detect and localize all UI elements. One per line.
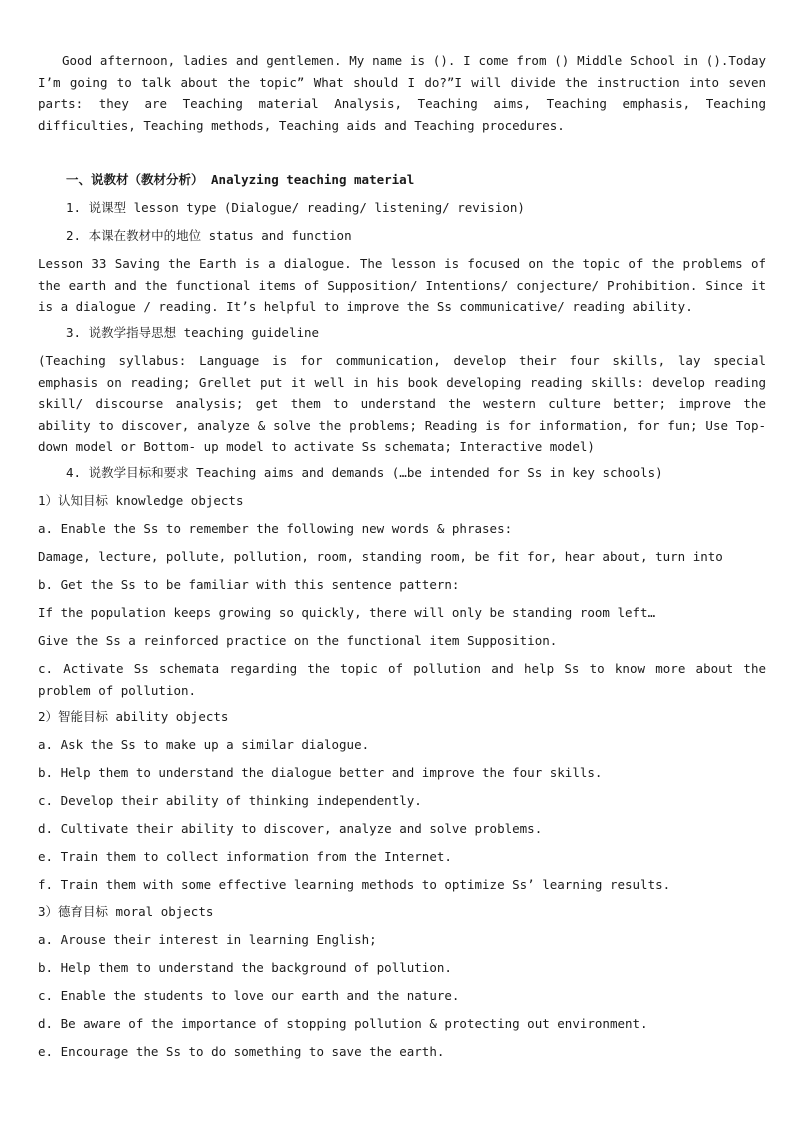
- ability-item: c. Develop their ability of thinking independently.: [38, 793, 422, 808]
- ability-item: d. Cultivate their ability to discover, analyze and solve problems.: [38, 821, 543, 836]
- knowledge-sentence-pattern: If the population keeps growing so quickly, there will only be standing room left…: [38, 605, 656, 620]
- knowledge-item-a: a. Enable the Ss to remember the following new words & phrases:: [38, 521, 513, 536]
- moral-item: b. Help them to understand the background of pollution.: [38, 960, 452, 975]
- item-status-function: 2. 本课在教材中的地位 status and function: [66, 228, 352, 243]
- knowledge-objects-title: 1）认知目标 knowledge objects: [38, 493, 244, 508]
- ability-item: b. Help them to understand the dialogue better and improve the four skills.: [38, 765, 603, 780]
- moral-item: e. Encourage the Ss to do something to save the earth.: [38, 1044, 445, 1059]
- ability-objects-title: 2）智能目标 ability objects: [38, 709, 229, 724]
- ability-item: e. Train them to collect information from the Internet.: [38, 849, 452, 864]
- moral-item: d. Be aware of the importance of stopping pollution & protecting out environment.: [38, 1016, 648, 1031]
- moral-objects-title: 3）德育目标 moral objects: [38, 904, 214, 919]
- status-function-paragraph: Lesson 33 Saving the Earth is a dialogue. The lesson is focused on the topic of the problems of the earth and the functional items of Supposition/ Intentions/ conjecture/ Prohibition. Since it is a dialogue / reading. It’s helpful to improve the Ss communicative/ reading ability.: [38, 256, 766, 314]
- teaching-guideline-paragraph: (Teaching syllabus: Language is for communication, develop their four skills, lay special emphasis on reading; Grellet put it well in his book developing reading skills: develop reading skill/ discourse analysis; get them to understand the western culture better; improve the ability to discover, analyze & solve the problems; Reading is for information, for fun; Use Top- down model or Bottom- up model to activate Ss schemata; Interactive model): [38, 353, 766, 454]
- knowledge-practice: Give the Ss a reinforced practice on the functional item Supposition.: [38, 633, 558, 648]
- ability-item: a. Ask the Ss to make up a similar dialogue.: [38, 737, 370, 752]
- intro-paragraph: Good afternoon, ladies and gentlemen. My name is (). I come from () Middle School in ().Today I’m going to talk about the topic” What should I do?”I will divide the instruction into seven parts: they are Teaching material Analysis, Teaching aims, Teaching emphasis, Teaching difficulties, Teaching methods, Teaching aids and Teaching procedures.: [38, 53, 766, 133]
- section-heading-analyzing-material: 一、说教材（教材分析） Analyzing teaching material: [66, 172, 415, 187]
- moral-item: a. Arouse their interest in learning English;: [38, 932, 377, 947]
- moral-item: c. Enable the students to love our earth and the nature.: [38, 988, 460, 1003]
- knowledge-words-list: Damage, lecture, pollute, pollution, room, standing room, be fit for, hear about, turn into: [38, 549, 723, 564]
- ability-item: f. Train them with some effective learning methods to optimize Ss’ learning results.: [38, 877, 671, 892]
- knowledge-item-b: b. Get the Ss to be familiar with this sentence pattern:: [38, 577, 460, 592]
- knowledge-item-c: c. Activate Ss schemata regarding the topic of pollution and help Ss to know more about the problem of pollution.: [38, 661, 766, 698]
- item-lesson-type: 1. 说课型 lesson type (Dialogue/ reading/ listening/ revision): [66, 200, 525, 215]
- item-teaching-guideline: 3. 说教学指导思想 teaching guideline: [66, 325, 320, 340]
- item-teaching-aims: 4. 说教学目标和要求 Teaching aims and demands (…be intended for Ss in key schools): [66, 465, 663, 480]
